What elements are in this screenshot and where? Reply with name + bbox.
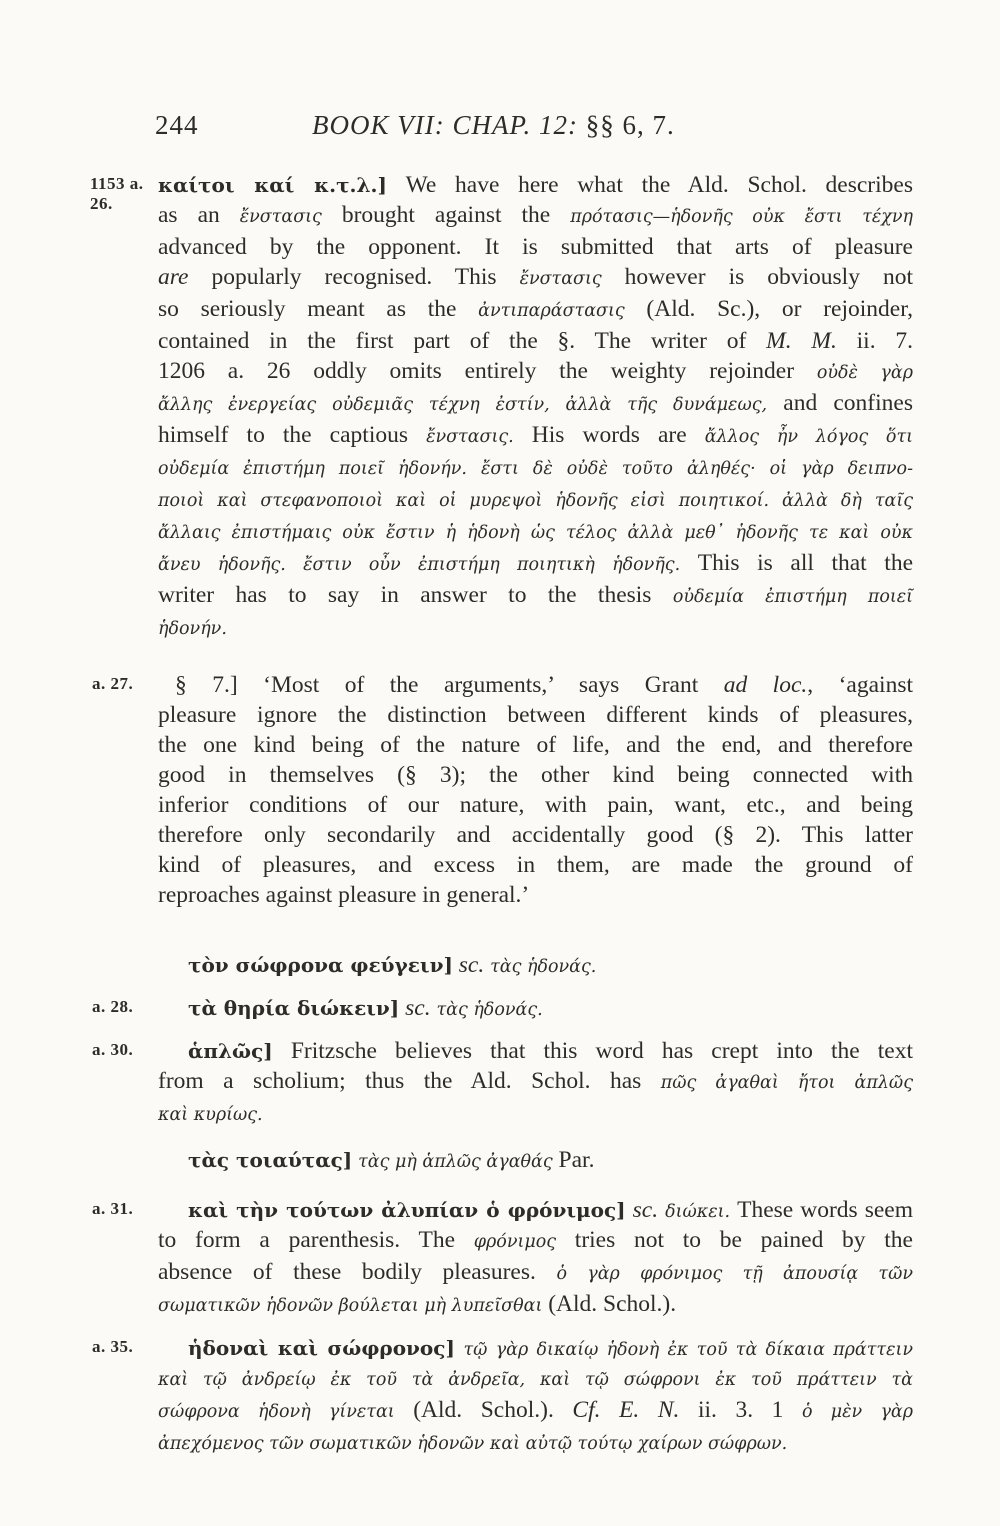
note-body <box>175 670 913 700</box>
text-run: We have here what the Ald. Schol. describes <box>386 172 913 198</box>
note-line <box>158 1289 913 1321</box>
text-run: ii. 7. <box>836 328 914 354</box>
italic-text: Cf. E. N. <box>572 1397 680 1423</box>
lemma: καὶ τὴν τούτων ἀλυπίαν ὁ φρόνιμος] <box>188 1198 626 1222</box>
text-run: , ‘against <box>807 672 913 698</box>
text-run: contained in the first part of the §. The writer of <box>158 328 767 354</box>
text-run: therefore only secondarily and accidentally good (§ 2). This latter <box>158 822 913 848</box>
line-reference: a. 35. <box>92 1337 134 1356</box>
text-run: tries not to be pained by the <box>556 1227 913 1253</box>
note-line <box>188 1333 913 1365</box>
italic-text: M. M. <box>766 328 837 354</box>
text-run: This is all that the <box>680 550 914 576</box>
note-line <box>158 262 913 294</box>
italic-text: sc. <box>399 995 437 1021</box>
greek-text: ἔνστασις <box>519 269 602 289</box>
note-line <box>188 993 913 1025</box>
text-run: absence of these bodily pleasures. <box>158 1259 557 1285</box>
greek-text: ἔνστασις <box>239 207 322 227</box>
greek-text: διώκει. <box>665 1202 731 1222</box>
greek-text: τὰς μὴ ἁπλῶς ἀγαθάς <box>358 1152 553 1172</box>
note-body-cont <box>158 1225 913 1321</box>
lemma: § 7.] <box>175 672 238 698</box>
running-title-sections: §§ 6, 7. <box>585 110 675 140</box>
line-reference: a. 31. <box>92 1199 134 1218</box>
note-line <box>158 170 913 200</box>
greek-text: πῶς ἀγαθαὶ ἤτοι ἁπλῶς <box>660 1073 913 1093</box>
note-line <box>158 388 913 420</box>
greek-text: πρότασις—ἡδονῆς οὐκ ἔστι τέχνη <box>570 207 913 227</box>
text-run: His words are <box>513 422 705 448</box>
note-line <box>158 820 913 850</box>
note-line <box>158 850 913 880</box>
line-reference: a. 28. <box>92 997 134 1016</box>
note-line <box>158 294 913 326</box>
text-run: to form a parenthesis. The <box>158 1227 474 1253</box>
text-run: and confines <box>767 390 913 416</box>
greek-text: οὐδεμία ἐπιστήμη ποιεῖ ἡδονήν. ἔστι δὲ οὐδὲ τοῦτο ἀληθές· οἱ γὰρ δειπνο- <box>158 459 913 479</box>
lemma: ἡδοναὶ καὶ σώφρονος] <box>188 1336 455 1360</box>
note-line <box>175 670 913 700</box>
note-line <box>158 1066 913 1098</box>
note-body <box>188 1036 913 1066</box>
note-body <box>188 1195 913 1227</box>
text-run: reproaches against pleasure in general.’ <box>158 882 530 908</box>
lemma: τὰ θηρία διώκειν] <box>188 996 400 1020</box>
italic-text: ad loc. <box>723 672 808 698</box>
note-line <box>158 760 913 790</box>
note-line <box>158 730 913 760</box>
greek-text: καὶ τῷ ἀνδρείῳ ἐκ τοῦ τὰ ἀνδρεῖα, καὶ τῷ σώφρονι ἐκ τοῦ πράττειν τὰ <box>158 1370 913 1390</box>
greek-text: ὁ μὲν γὰρ <box>802 1402 914 1422</box>
note-body <box>158 170 913 644</box>
text-run: (Ald. Schol.). <box>394 1397 573 1423</box>
text-run: (Ald. Schol.). <box>542 1291 677 1317</box>
note-line <box>158 200 913 232</box>
note-line <box>188 950 913 982</box>
text-run: so seriously meant as the <box>158 296 479 322</box>
running-title <box>312 110 675 141</box>
greek-text: σωματικῶν ἡδονῶν βούλεται μὴ λυπεῖσθαι <box>158 1296 543 1316</box>
note-line <box>158 1257 913 1289</box>
note-body-cont <box>158 1066 913 1130</box>
note-line <box>158 1098 913 1130</box>
lemma: τὰς τοιαύτας] <box>188 1148 353 1172</box>
text-run: as an <box>158 202 240 228</box>
note-line <box>158 790 913 820</box>
note-line <box>158 700 913 730</box>
lemma: τὸν σώφρονα φεύγειν] <box>188 953 453 977</box>
running-head <box>0 110 1000 150</box>
greek-text: ἀντιπαράστασις <box>478 301 625 321</box>
greek-text: ἔνστασις. <box>426 427 514 447</box>
text-run: 1206 a. 26 oddly omits entirely the weighty rejoinder <box>158 358 817 384</box>
note-body <box>188 993 913 1025</box>
greek-text: σώφρονα ἡδονὴ γίνεται <box>158 1402 395 1422</box>
text-run: inferior conditions of our nature, with pain, want, etc., and being <box>158 792 913 818</box>
text-run: brought against the <box>321 202 571 228</box>
text-run: (Ald. Sc.), or rejoinder, <box>624 296 913 322</box>
greek-text: ἀπεχόμενος τῶν σωματικῶν ἡδονῶν καὶ αὐτῷ τούτῳ χαίρων σώφρων. <box>158 1434 788 1454</box>
note-line <box>158 1225 913 1257</box>
text-run: advanced by the opponent. It is submitted that arts of pleasure <box>158 234 913 260</box>
note-line <box>158 580 913 612</box>
note-line <box>188 1145 913 1177</box>
text-run: Par. <box>552 1147 595 1173</box>
greek-text: τὰς ἡδονάς. <box>490 957 597 977</box>
greek-text: ἡδονήν. <box>158 619 227 639</box>
greek-text: οὐδεμία ἐπιστήμη ποιεῖ <box>672 587 914 607</box>
note-line <box>188 1195 913 1227</box>
note-body <box>188 950 913 982</box>
note-body-cont <box>158 700 913 910</box>
note-line <box>158 516 913 548</box>
greek-text: οὐδὲ γὰρ <box>816 363 913 383</box>
note-line <box>158 1427 913 1459</box>
lemma: ἁπλῶς] <box>188 1039 273 1063</box>
note-line <box>158 326 913 356</box>
line-reference: a. 30. <box>92 1040 134 1059</box>
line-reference: a. 27. <box>92 674 134 693</box>
note-line <box>158 1363 913 1395</box>
note-line <box>188 1036 913 1066</box>
greek-text: ἄλλος ἦν λόγος ὅτι <box>704 427 913 447</box>
text-run: These words seem <box>730 1197 913 1223</box>
note-line <box>158 612 913 644</box>
text-run: Fritzsche believes that this word has crept into the text <box>272 1038 913 1064</box>
text-run: pleasure ignore the distinction between different kinds of pleasures, <box>158 702 913 728</box>
note-body <box>188 1333 913 1365</box>
note-line <box>158 1395 913 1427</box>
greek-text: καὶ κυρίως. <box>158 1105 263 1125</box>
text-run: ii. 3. 1 <box>679 1397 802 1423</box>
note-line <box>158 880 913 910</box>
text-run: writer has to say in answer to the thesis <box>158 582 673 608</box>
running-title-text: BOOK VII: CHAP. 12: <box>312 110 578 140</box>
note-body-cont <box>158 1363 913 1459</box>
note-line <box>158 232 913 262</box>
text-run: himself to the captious <box>158 422 427 448</box>
note-line <box>158 452 913 484</box>
text-run: kind of pleasures, and excess in them, are made the ground of <box>158 852 913 878</box>
text-run: popularly recognised. This <box>188 264 520 290</box>
italic-text: sc. <box>625 1197 666 1223</box>
greek-text: φρόνιμος <box>473 1232 557 1252</box>
italic-text: sc. <box>452 952 491 978</box>
text-run: however is obviously not <box>601 264 913 290</box>
text-run: from a scholium; thus the Ald. Schol. has <box>158 1068 661 1094</box>
text-run: ‘Most of the arguments,’ says Grant <box>237 672 724 698</box>
note-body <box>188 1145 913 1177</box>
note-line <box>158 484 913 516</box>
text-run: the one kind being of the nature of life, and the end, and therefore <box>158 732 913 758</box>
text-run <box>455 1335 464 1361</box>
lemma: καίτοι καί κ.τ.λ.] <box>158 173 387 197</box>
greek-text: ὁ γὰρ φρόνιμος τῇ ἀπουσίᾳ τῶν <box>556 1264 913 1284</box>
page-number: 244 <box>155 110 199 140</box>
greek-text: ποιοὶ καὶ στεφανοποιοὶ καὶ οἱ μυρεψοὶ ἡδονῆς εἰσὶ ποιητικοί. ἀλλὰ δὴ ταῖς <box>158 491 913 511</box>
greek-text: τῷ γὰρ δικαίῳ ἡδονὴ ἐκ τοῦ τὰ δίκαια πράττειν <box>463 1340 913 1360</box>
note-line <box>158 356 913 388</box>
italic-text: are <box>158 264 189 290</box>
greek-text: ἄλλης ἐνεργείας οὐδεμιᾶς τέχνη ἐστίν, ἀλλὰ τῆς δυνάμεως, <box>158 395 768 415</box>
greek-text: ἄλλαις ἐπιστήμαις οὐκ ἔστιν ἡ ἡδονὴ ὡς τέλος ἀλλὰ μεθ᾽ ἡδονῆς τε καὶ οὐκ <box>158 523 913 543</box>
greek-text: τὰς ἡδονάς. <box>436 1000 543 1020</box>
note-line <box>158 548 913 580</box>
text-run: good in themselves (§ 3); the other kind being connected with <box>158 762 913 788</box>
line-reference: 1153 a. 26. <box>90 174 144 213</box>
note-line <box>158 420 913 452</box>
greek-text: ἄνευ ἡδονῆς. ἔστιν οὖν ἐπιστήμη ποιητικὴ ἡδονῆς. <box>158 555 681 575</box>
